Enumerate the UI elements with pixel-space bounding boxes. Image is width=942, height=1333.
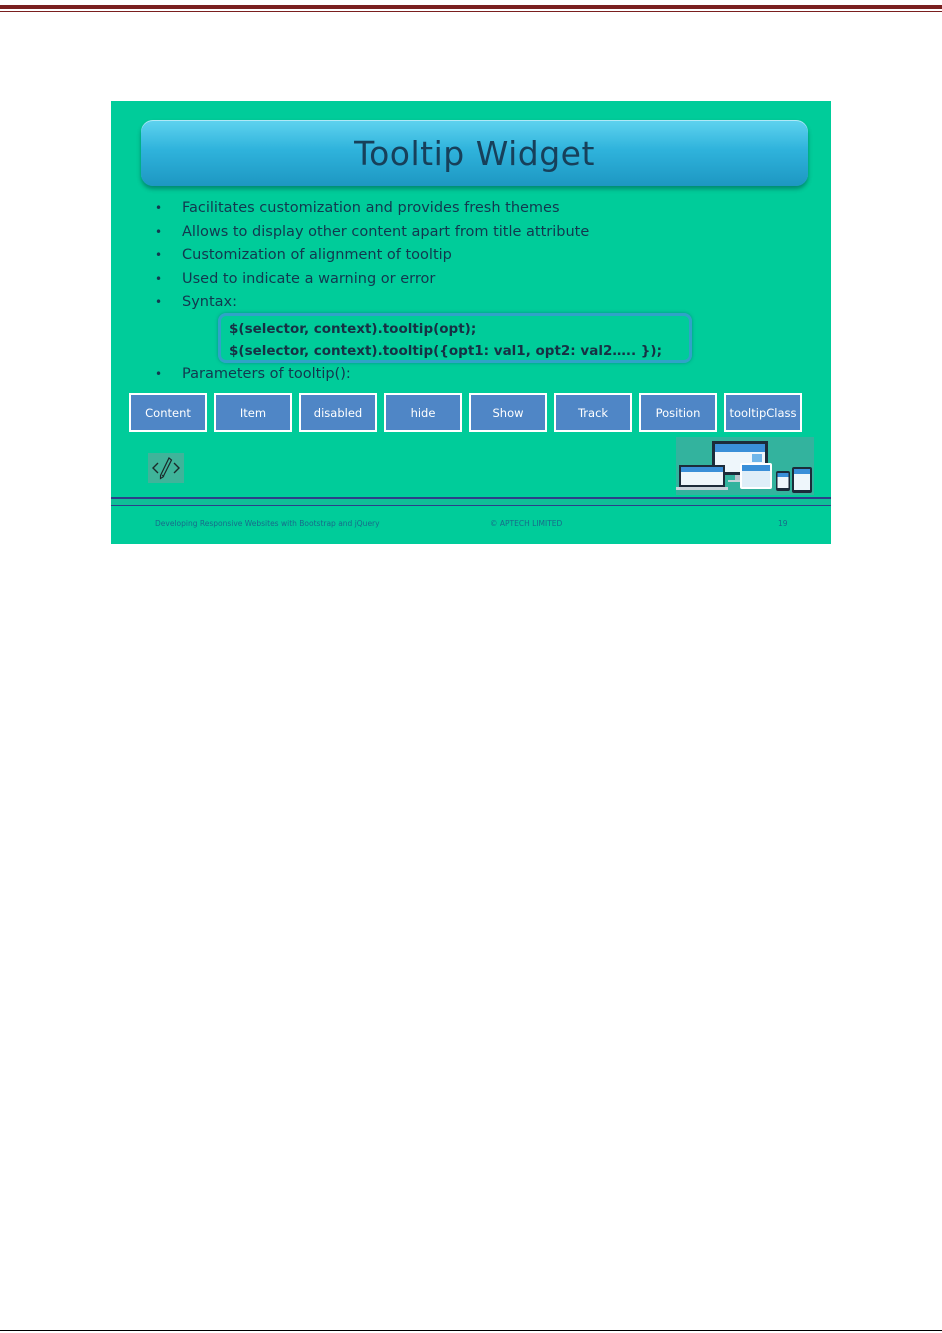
- parameter-show: Show: [469, 393, 547, 432]
- footer-divider: [111, 505, 831, 506]
- bullet-item-parameters: • Parameters of tooltip():: [155, 363, 351, 387]
- parameter-position: Position: [639, 393, 717, 432]
- header-rule: [0, 5, 942, 9]
- parameter-tooltipclass: tooltipClass: [724, 393, 802, 432]
- parameter-item: Item: [214, 393, 292, 432]
- responsive-devices-icon: [676, 437, 814, 495]
- title-banner: [141, 120, 808, 186]
- slide-title: Tooltip Widget: [354, 133, 595, 173]
- code-pen-icon-graphic: [150, 455, 182, 481]
- parameter-track: Track: [554, 393, 632, 432]
- bullet-item: • Facilitates customization and provides fresh themes: [155, 197, 589, 221]
- parameter-list: [129, 393, 809, 432]
- slide: [111, 101, 831, 544]
- footer-copyright: © APTECH LIMITED: [490, 519, 563, 528]
- parameter-content: Content: [129, 393, 207, 432]
- syntax-box: [218, 313, 692, 363]
- code-pen-icon: [148, 453, 184, 483]
- parameter-disabled: disabled: [299, 393, 377, 432]
- bullet-item: • Allows to display other content apart from title attribute: [155, 221, 589, 245]
- bullet-item: • Syntax:: [155, 291, 589, 315]
- bullet-item: • Used to indicate a warning or error: [155, 268, 589, 292]
- devices-graphic: [676, 437, 814, 495]
- bullet-item: • Customization of alignment of tooltip: [155, 244, 589, 268]
- parameter-hide: hide: [384, 393, 462, 432]
- header-rule-thin: [0, 11, 942, 12]
- footer-course-title: Developing Responsive Websites with Bootstrap and jQuery: [155, 519, 380, 528]
- syntax-line: $(selector, context).tooltip(opt);: [229, 321, 477, 337]
- footer-rule: [0, 1330, 942, 1331]
- syntax-line: $(selector, context).tooltip({opt1: val1, opt2: val2….. });: [229, 343, 662, 359]
- footer-page-number: 19: [778, 519, 788, 528]
